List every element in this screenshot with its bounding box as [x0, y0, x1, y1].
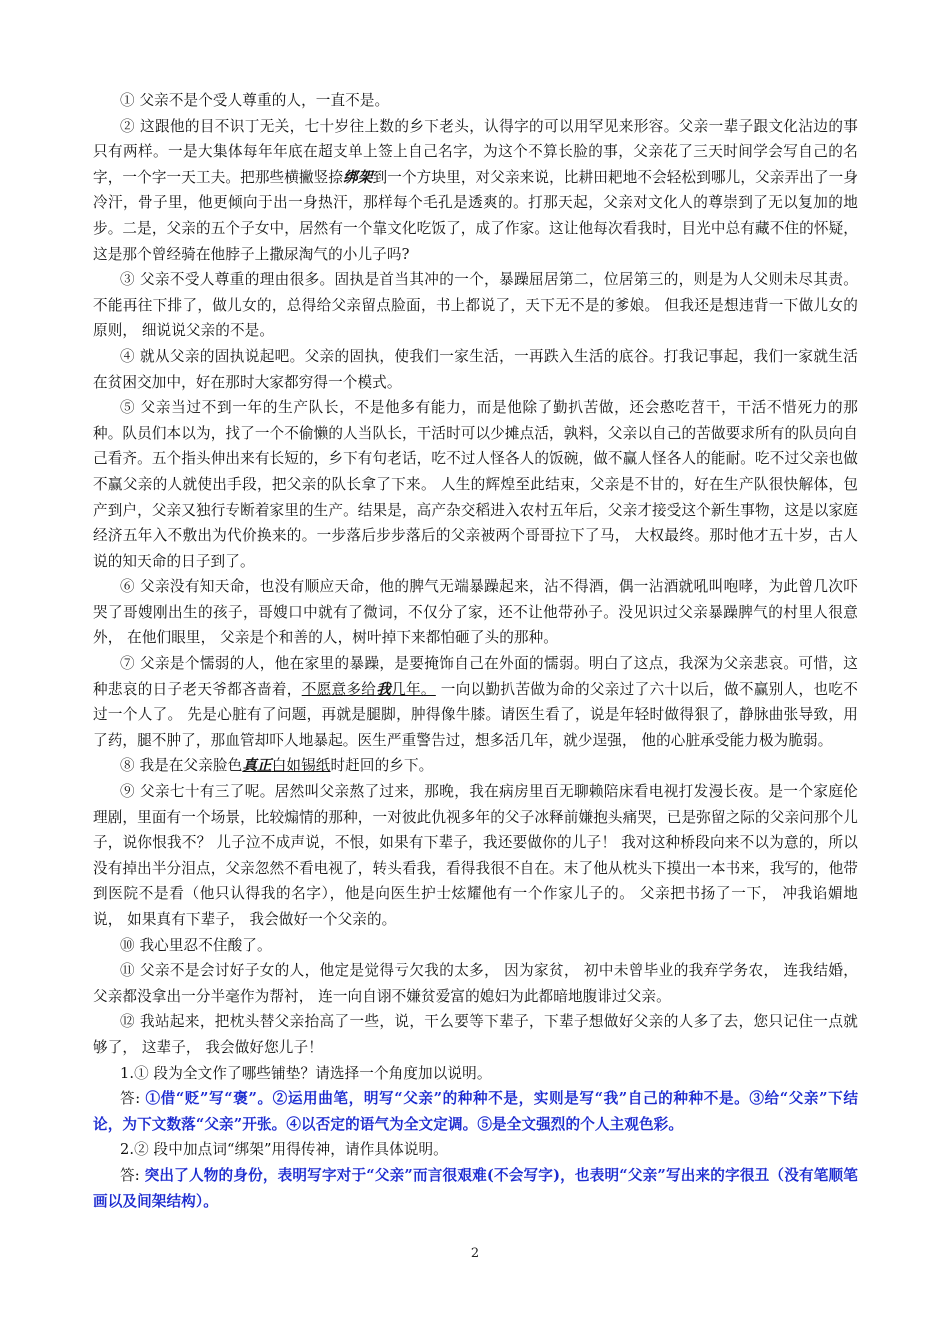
paragraph-number: ⑨ — [120, 783, 135, 801]
paragraph-text: 我心里忍不住酸了。 — [139, 936, 272, 954]
question-1: 1.① 段为全文作了哪些铺垫？请选择一个角度加以说明。 — [120, 1064, 492, 1082]
paragraph-number: ⑥ — [120, 578, 135, 596]
paragraph-text: 时赶回的乡下。 — [330, 757, 434, 775]
paragraph-number: ③ — [120, 271, 135, 289]
paragraph-2 — [93, 114, 858, 268]
paragraph-7 — [93, 651, 858, 753]
answer-text: ①借“贬”写“褒”。②运用曲笔，明写“父亲”的种种不是，实则是写“我”自己的种种不是。③给“父亲”下结论，为下文数落“父亲”开张。④以否定的语气为全文定调。⑤是全文强烈的个人主观色彩。 — [93, 1090, 859, 1133]
paragraph-1 — [93, 88, 858, 114]
paragraph-number: ⑫ — [120, 1013, 135, 1031]
paragraph-text: 父亲不是会讨好子女的人，他定是觉得亏欠我的太多， 因为家贫， 初中未曾毕业的我弃学务农， 连我结婚， 父亲都没拿出一分半毫作为帮衬， 连一向自诩不嫌贫爱富的媳妇为此都暗地腹诽过父亲。 — [93, 962, 858, 1005]
paragraph-text: 父亲不受人尊重的理由很多。固执是首当其冲的一个，暴躁屈居第二，位居第三的，则是为人父则未尽其责。不能再往下排了，做儿女的，总得给父亲留点脸面，书上都说了，天下无不是的爹娘。 但我还是想违背一下做儿女的原则， 细说说父亲的不是。 — [93, 271, 858, 340]
answer-2 — [93, 1163, 858, 1214]
paragraph-text: 这跟他的目不识丁无关，七十岁往上数的乡下老头，认得字的可以用罕见来形容。父亲一辈子跟文化沾边的事只有两样。一是大集体每年年底在超支单上签上自己名字，为这个不算长脸的事，父亲花了三天时间学会写自己的名字，一个字一天工夫。把那些横撇竖捺 — [93, 117, 858, 186]
paragraph-number: ⑪ — [120, 962, 135, 980]
paragraph-text: 父亲当过不到一年的生产队长，不是他多有能力，而是他除了勤扒苦做，还会憨吃苕干，干活不惜死力的那种。队员们本以为，找了一个不偷懒的人当队长，干活时可以少摊点活，孰料，父亲以自己的苦做要求所有的队员向自己看齐。五个指头伸出来有长短的，乡下有句老话，吃不过人怪各人的饭碗，做不赢人怪各人的能耐。吃不过父亲也做不赢父亲的人就使出手段，把父亲的队长拿了下来。 人生的辉煌至此结束，父亲是不甘的，好在生产队很快解体，包产到户，父亲又独行专断着家里的生产。结果是，高产杂交稻进入农村五年后，父亲才接受这个新生事物，这是以家庭经济五年入不敷出为代价换来的。一步落后步步落后的父亲被两个哥哥拉下了马， 大权最终。那时他才五十岁，古人说的知天命的日子到了。 — [93, 399, 858, 570]
answer-text: 突出了人物的身份，表明写字对于“父亲”而言很艰难(不会写字)，也表明“父亲”写出来的字很丑（没有笔顺笔画以及间架结构）。 — [93, 1166, 858, 1210]
paragraph-number: ① — [120, 92, 135, 109]
paragraph-number: ⑦ — [120, 655, 135, 673]
paragraph-6 — [93, 574, 858, 651]
paragraph-text: 就从父亲的固执说起吧。父亲的固执，使我们一家生活，一再跌入生活的底谷。打我记事起，我们一家就生活在贫困交加中，好在那时大家都穷得一个模式。 — [93, 347, 858, 391]
emphasized-word: 绑架 — [343, 168, 373, 186]
answer-1 — [93, 1086, 858, 1137]
paragraph-number: ⑧ — [120, 757, 135, 775]
paragraph-9 — [93, 779, 858, 933]
paragraph-4 — [93, 344, 858, 395]
paragraph-text: 父亲没有知天命，也没有顺应天命，他的脾气无端暴躁起来，沾不得酒，偶一沾酒就吼叫咆哮，为此曾几次吓哭了哥嫂刚出生的孩子，哥嫂口中就有了微词，不仅分了家，还不让他带孙子。没见识过父亲暴躁脾气的村里人很意外， 在他们眼里， 父亲是个和善的人，树叶掉下来都怕砸了头的那种。 — [93, 578, 858, 647]
paragraph-3 — [93, 267, 858, 344]
answer-label: 答: — [120, 1166, 145, 1184]
paragraph-text: 父亲不是个受人尊重的人，一直不是。 — [139, 92, 390, 109]
paragraph-number: ⑩ — [120, 936, 135, 954]
emphasized-word: 我 — [376, 680, 392, 698]
paragraph-12 — [93, 1009, 858, 1060]
paragraph-8 — [93, 753, 858, 779]
underlined-phrase: 几年。 — [391, 680, 436, 698]
question-2: 2.② 段中加点词“绑架”用得传神，请作具体说明。 — [120, 1141, 448, 1159]
paragraph-number: ④ — [120, 347, 135, 365]
underlined-phrase: 不愿意多给 — [301, 680, 377, 698]
paragraph-text: 我站起来，把枕头替父亲抬高了一些，说，干么要等下辈子，下辈子想做好父亲的人多了去，您只记住一点就够了， 这辈子， 我会做好您儿子！ — [93, 1013, 858, 1056]
paragraph-text: 到一个方块里，对父亲来说，比耕田耙地不会轻松到哪儿，父亲弄出了一身冷汗，骨子里，他更倾向于出一身热汗，那样每个毛孔是透爽的。打那天起，父亲对文化人的尊崇到了无以复加的地步。二是，父亲的五个子女中，居然有一个靠文化吃饭了，成了作家。这让他每次看我时，目光中总有藏不住的怀疑，这是那个曾经骑在他脖子上撒尿淘气的小儿子吗? — [93, 168, 859, 263]
paragraph-number: ⑤ — [120, 399, 136, 417]
paragraph-number: ② — [120, 117, 135, 135]
paragraph-text: 父亲是个懦弱的人，他在家里的暴躁，是要掩饰自己在外面的懦弱。明白了这点，我深为父亲悲哀。可惜，这种悲哀的日子老天爷都吝啬着， — [93, 655, 858, 698]
paragraph-text: 父亲七十有三了呢。居然叫父亲熬了过来，那晚，我在病房里百无聊赖陪床看电视打发漫长夜。是一个家庭伦理剧，里面有一个场景，比较煽情的那种，一对彼此仇视多年的父子冰释前嫌抱头痛哭，已是弥留之际的父亲问那个儿子，说你恨我不？ 儿子泣不成声说，不恨，如果有下辈子，我还要做你的儿子！ 我对这种桥段向来不以为意的，所以没有掉出半分泪点，父亲忽然不看电视了，转头看我，看得我很不自在。末了他从枕头下摸出一本书来，我写的，他带到医院不是看（他只认得我的名字），他是向医生护士炫耀他有一个作家儿子的。 父亲把书扬了一下， 冲我谄媚地说， 如果真有下辈子， 我会做好一个父亲的。 — [93, 783, 858, 928]
paragraph-text: 我是在父亲脸色 — [139, 757, 243, 775]
paragraph-10 — [93, 933, 858, 959]
paragraph-11 — [93, 958, 858, 1009]
page-number: 2 — [470, 1246, 480, 1261]
answer-label: 答: — [120, 1090, 146, 1108]
paragraph-5 — [93, 395, 858, 574]
emphasized-word: 真正 — [242, 757, 272, 775]
paragraph-text: 一向以勤扒苦做为命的父亲过了六十以后，做不赢别人，也吃不过一个人了。 先是心脏有了问题，再就是腿脚，肿得像牛膝。请医生看了，说是年轻时做得狠了，静脉曲张导致，用了药，腿不肿了，那血管却吓人地暴起。医生严重警告过，想多活几年，就少逞强， 他的心脏承受能力极为脆弱。 — [93, 680, 858, 749]
article-body — [93, 88, 858, 1214]
underlined-phrase: 白如锡纸 — [271, 757, 331, 775]
